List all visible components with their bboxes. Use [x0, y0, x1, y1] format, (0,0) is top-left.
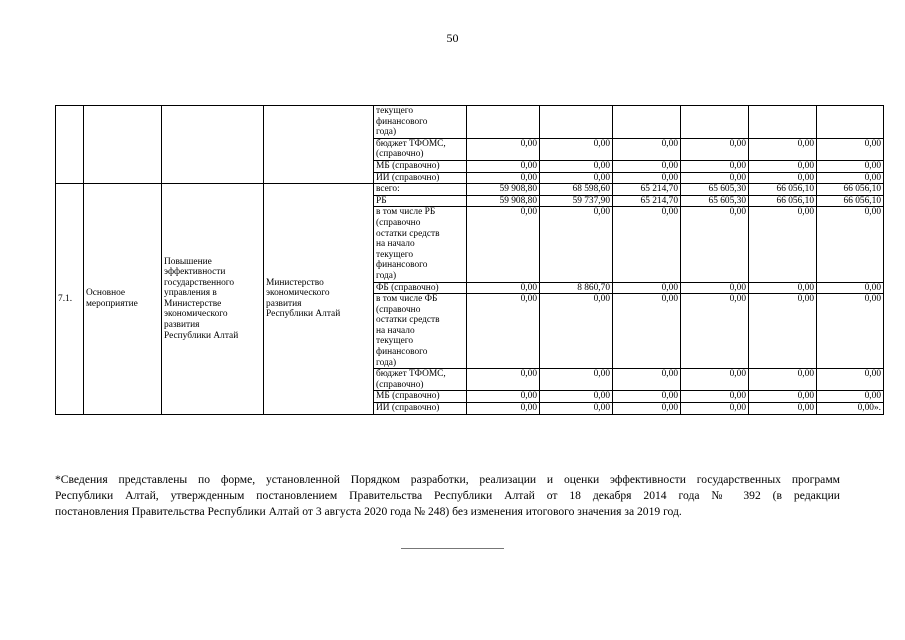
- cell-text-line: развития: [266, 298, 302, 309]
- value-cell: 0,00: [467, 391, 540, 403]
- value-cell: 0,00: [817, 294, 884, 369]
- type-cell: [84, 106, 162, 184]
- value-cell: 0,00: [817, 391, 884, 403]
- value-cell: 59 737,90: [540, 195, 613, 207]
- value-cell: 0,00: [817, 369, 884, 391]
- value-cell: 68 598,60: [540, 184, 613, 196]
- cell-text-line: Основное: [86, 288, 126, 299]
- value-cell: 0,00: [749, 138, 817, 160]
- page-number: 50: [446, 31, 459, 45]
- value-cell: 0,00: [681, 172, 749, 184]
- cell-text-line: (справочно: [376, 217, 421, 228]
- cell-text-line: управления в: [164, 288, 217, 299]
- value-cell: 59 908,80: [467, 184, 540, 196]
- value-cell: 0,00: [749, 391, 817, 403]
- cell-text-line: текущего: [376, 249, 414, 260]
- number-cell: [56, 106, 84, 184]
- event-type-cell: [84, 184, 162, 414]
- value-cell: [681, 106, 749, 139]
- value-cell: 0,00: [681, 403, 749, 415]
- value-cell: 66 056,10: [817, 184, 884, 196]
- value-cell: 0,00: [681, 138, 749, 160]
- cell-text-line: финансового: [376, 260, 428, 271]
- funding-source-cell: [374, 160, 467, 172]
- value-cell: 0,00: [540, 369, 613, 391]
- funding-source-cell: [374, 391, 467, 403]
- table-row: [56, 106, 884, 139]
- funding-source-cell: [374, 184, 467, 196]
- cell-text-line: мероприятие: [86, 298, 138, 309]
- value-cell: [467, 106, 540, 139]
- table-row: [56, 184, 884, 196]
- value-cell: 0,00: [817, 138, 884, 160]
- value-cell: 0,00: [681, 207, 749, 282]
- cell-text-line: РБ: [376, 195, 387, 206]
- funding-source-cell: [374, 106, 467, 139]
- value-cell: 0,00: [540, 391, 613, 403]
- value-cell: 0,00: [749, 172, 817, 184]
- value-cell: 0,00: [613, 369, 681, 391]
- value-cell: 0,00: [540, 160, 613, 172]
- event-name-cell: [162, 184, 264, 414]
- value-cell: 0,00: [613, 294, 681, 369]
- value-cell: 0,00: [613, 403, 681, 415]
- value-cell: 0,00: [613, 172, 681, 184]
- funding-source-cell: [374, 282, 467, 294]
- cell-text-line: бюджет ТФОМС,: [376, 369, 446, 380]
- value-cell: 0,00: [681, 391, 749, 403]
- name-cell: [162, 106, 264, 184]
- value-cell: 59 908,80: [467, 195, 540, 207]
- value-cell: 0,00: [817, 282, 884, 294]
- footnote-divider: [401, 548, 504, 549]
- event-executor-cell: [264, 184, 374, 414]
- value-cell: 0,00: [467, 172, 540, 184]
- cell-text-line: текущего: [376, 336, 414, 347]
- cell-text-line: года): [376, 270, 397, 281]
- value-cell: 65 605,30: [681, 195, 749, 207]
- cell-text-line: на начало: [376, 239, 415, 250]
- cell-text-line: года): [376, 127, 397, 138]
- cell-text-line: текущего: [376, 106, 414, 116]
- cell-text-line: Министерство: [266, 277, 324, 288]
- footnote-line: *Сведения представлены по форме, установленной Порядком разработки, реализации и оценки эффективности государственных программ: [55, 473, 840, 486]
- cell-text-line: финансового: [376, 347, 428, 358]
- executor-cell: [264, 106, 374, 184]
- cell-text-line: (справочно): [376, 379, 424, 390]
- budget-table: [55, 105, 884, 415]
- funding-source-cell: [374, 294, 467, 369]
- footnote-line: Республики Алтай, утвержденным постановлением Правительства Республики Алтай от 18 декабря 2014 года № 392 (в редакции: [55, 489, 840, 502]
- cell-text-line: года): [376, 357, 397, 368]
- value-cell: 0,00: [467, 369, 540, 391]
- cell-text-line: остатки средств: [376, 228, 440, 239]
- value-cell: 66 056,10: [817, 195, 884, 207]
- value-cell: 0,00: [467, 160, 540, 172]
- value-cell: 0,00: [817, 172, 884, 184]
- cell-text-line: МБ (справочно): [376, 391, 440, 402]
- cell-text-line: остатки средств: [376, 315, 440, 326]
- cell-text-line: (справочно: [376, 304, 421, 315]
- value-cell: 66 056,10: [749, 195, 817, 207]
- cell-text-line: всего:: [376, 184, 400, 195]
- value-cell: 65 605,30: [681, 184, 749, 196]
- event-number-cell: 7.1.: [56, 184, 84, 414]
- value-cell: [540, 106, 613, 139]
- cell-text-line: в том числе ФБ: [376, 294, 438, 305]
- funding-source-cell: [374, 138, 467, 160]
- value-cell: [749, 106, 817, 139]
- cell-text-line: ФБ (справочно): [376, 282, 439, 293]
- cell-text-line: в том числе РБ: [376, 207, 436, 218]
- value-cell: 0,00: [467, 403, 540, 415]
- cell-text-line: Повышение: [164, 256, 212, 267]
- value-cell: 0,00: [540, 138, 613, 160]
- value-cell: 0,00: [681, 160, 749, 172]
- value-cell: 0,00: [540, 207, 613, 282]
- funding-source-cell: [374, 172, 467, 184]
- value-cell: 0,00: [613, 207, 681, 282]
- funding-source-cell: [374, 207, 467, 282]
- value-cell: 0,00: [613, 138, 681, 160]
- cell-text-line: экономического: [266, 288, 330, 299]
- cell-text-line: на начало: [376, 325, 415, 336]
- value-cell: 0,00: [467, 138, 540, 160]
- value-cell: 0,00: [749, 282, 817, 294]
- cell-text-line: МБ (справочно): [376, 160, 440, 171]
- cell-text-line: Министерстве: [164, 298, 222, 309]
- value-cell: 0,00: [467, 282, 540, 294]
- value-cell: 0,00: [467, 207, 540, 282]
- footnote: [55, 472, 840, 520]
- cell-text-line: государственного: [164, 277, 235, 288]
- value-cell: 0,00: [749, 160, 817, 172]
- value-cell: 0,00: [540, 294, 613, 369]
- cell-text-line: ИИ (справочно): [376, 172, 440, 183]
- value-cell: 0,00: [681, 294, 749, 369]
- funding-source-cell: [374, 403, 467, 415]
- funding-source-cell: [374, 195, 467, 207]
- value-cell: 66 056,10: [749, 184, 817, 196]
- value-cell: 0,00: [681, 369, 749, 391]
- cell-text-line: финансового: [376, 116, 428, 127]
- cell-text-line: (справочно): [376, 149, 424, 160]
- value-cell: 65 214,70: [613, 195, 681, 207]
- value-cell: 0,00: [613, 391, 681, 403]
- value-cell: 0,00: [467, 294, 540, 369]
- value-cell: 0,00: [613, 160, 681, 172]
- value-cell: 0,00: [749, 403, 817, 415]
- cell-text-line: экономического: [164, 309, 228, 320]
- value-cell: [613, 106, 681, 139]
- cell-text-line: Республики Алтай: [164, 330, 239, 341]
- value-cell: 0,00: [749, 369, 817, 391]
- value-cell: 0,00: [749, 207, 817, 282]
- value-cell: 0,00: [817, 207, 884, 282]
- value-cell: 0,00: [749, 294, 817, 369]
- value-cell: 0,00: [681, 282, 749, 294]
- value-cell: 0,00: [540, 172, 613, 184]
- value-cell: 0,00: [540, 403, 613, 415]
- value-cell: [817, 106, 884, 139]
- value-cell: 8 860,70: [540, 282, 613, 294]
- value-cell: 65 214,70: [613, 184, 681, 196]
- cell-text-line: ИИ (справочно): [376, 403, 440, 414]
- footnote-line: постановления Правительства Республики Алтай от 3 августа 2020 года № 248) без изменения итогового значения за 2019 год.: [55, 505, 682, 518]
- value-cell: 0,00: [817, 160, 884, 172]
- cell-text-line: Республики Алтай: [266, 309, 341, 320]
- cell-text-line: развития: [164, 320, 200, 331]
- funding-source-cell: [374, 369, 467, 391]
- value-cell: 0,00».: [817, 403, 884, 415]
- cell-text-line: бюджет ТФОМС,: [376, 138, 446, 149]
- cell-text-line: эффективности: [164, 267, 226, 278]
- value-cell: 0,00: [613, 282, 681, 294]
